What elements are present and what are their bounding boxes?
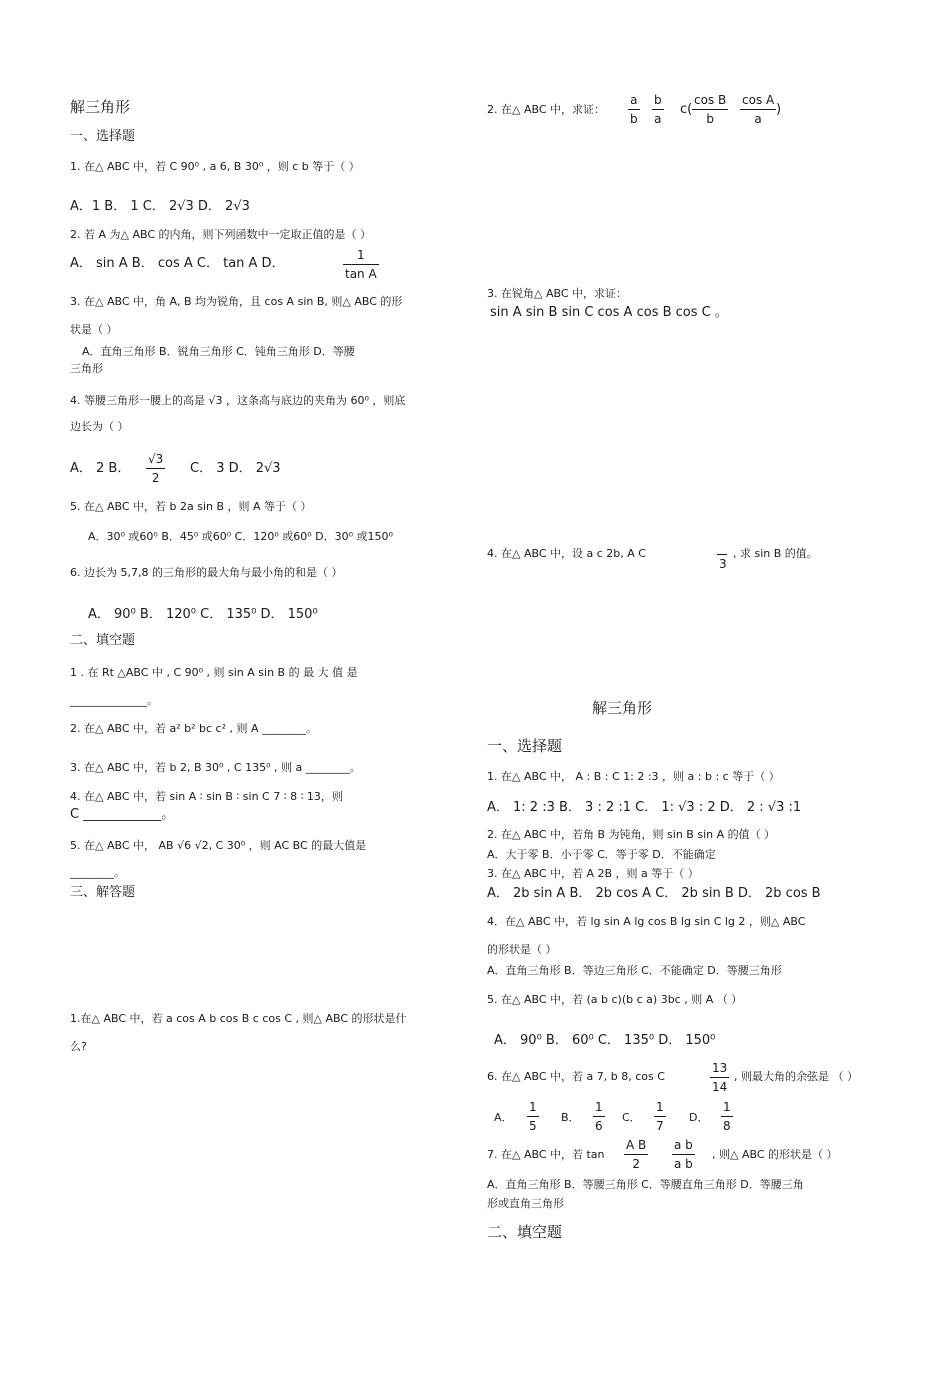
left-title: 解三角形 bbox=[70, 98, 131, 116]
fill-4-line-2: C ____________。 bbox=[70, 807, 175, 822]
question-2-option-d-fraction bbox=[343, 248, 379, 281]
question-2: 2. 若 A 为△ ABC 的内角，则下列函数中一定取正值的是（ ） bbox=[70, 228, 372, 241]
solve-1-line-1: 1.在△ ABC 中，若 a cos A b cos B c cos C , 则△ ABC 的形状是什 bbox=[70, 1012, 407, 1025]
section-heading-solve: 三、解答题 bbox=[70, 885, 136, 900]
right-question-7-text: 7. 在△ ABC 中，若 tan bbox=[487, 1148, 605, 1161]
fraction-bar bbox=[672, 1154, 695, 1155]
question-2-options: A． sin A B． cos A C． tan A D． bbox=[70, 256, 285, 271]
question-1: 1. 在△ ABC 中，若 C 90⁰ , a 6, B 30⁰ ，则 c b 等于（ ） bbox=[70, 160, 360, 173]
question-3-options-cont: 三角形 bbox=[70, 362, 103, 375]
fraction-bar bbox=[628, 109, 640, 110]
question-4-option-b-fraction bbox=[146, 452, 165, 485]
right-question-5-options: A． 90⁰ B． 60⁰ C． 135⁰ D． 150⁰ bbox=[494, 1033, 716, 1048]
fraction-numerator: 13 bbox=[712, 1061, 728, 1075]
right-question-6-option-b-label: B． bbox=[561, 1111, 580, 1124]
fraction-bar bbox=[652, 109, 664, 110]
section-heading-fill: 二、填空题 bbox=[70, 633, 136, 648]
proof-2-fraction-a-b bbox=[628, 93, 640, 126]
right-question-6-option-d-label: D． bbox=[689, 1111, 709, 1124]
fraction-numerator: 1 bbox=[656, 1100, 664, 1114]
right-question-4-line-1: 4．在△ ABC 中，若 lg sin A lg cos B lg sin C lg 2 ，则△ ABC bbox=[487, 915, 806, 928]
fraction-numerator: 1 bbox=[723, 1100, 731, 1114]
fraction-denominator: 7 bbox=[656, 1119, 664, 1133]
right-question-2: 2. 在△ ABC 中，若角 B 为钝角，则 sin B sin A 的值（ ） bbox=[487, 828, 776, 841]
proof-4-text-end: , 求 sin B 的值。 bbox=[733, 547, 818, 560]
fraction-numerator: b bbox=[654, 93, 662, 107]
fraction-numerator: cos B bbox=[694, 93, 727, 107]
fraction-bar bbox=[343, 264, 379, 265]
fraction-bar bbox=[624, 1154, 648, 1155]
question-6: 6. 边长为 5,7,8 的三角形的最大角与最小角的和是（ ） bbox=[70, 566, 343, 579]
fraction-denominator: b bbox=[630, 112, 638, 126]
right-question-6-option-c-fraction bbox=[654, 1100, 666, 1133]
right-question-1-options: A． 1: 2 :3 B． 3 : 2 :1 C． 1: √3 : 2 D． 2 : √3 :1 bbox=[487, 800, 802, 815]
fraction-bar bbox=[654, 1116, 666, 1117]
right-question-4-line-2: 的形状是（ ） bbox=[487, 943, 557, 956]
right-question-7-options: A．直角三角形 B．等腰三角形 C．等腰直角三角形 D．等腰三角 bbox=[487, 1178, 804, 1191]
fraction-denominator: 2 bbox=[632, 1157, 640, 1171]
fraction-numerator: √3 bbox=[148, 452, 164, 466]
proof-2-fraction-cosb-b bbox=[692, 93, 728, 126]
proof-3-line-1: 3. 在锐角△ ABC 中，求证： bbox=[487, 287, 628, 300]
question-1-options: A．1 B． 1 C． 2√3 D． 2√3 bbox=[70, 199, 250, 214]
fraction-numerator: a bbox=[630, 93, 638, 107]
right-question-7-options-cont: 形或直角三角形 bbox=[487, 1197, 564, 1210]
question-4-options-ab: A． 2 B． bbox=[70, 461, 131, 476]
section-heading-choice: 一、选择题 bbox=[70, 129, 136, 144]
fraction-denominator: 2 bbox=[151, 471, 160, 485]
right-question-6-text: 6. 在△ ABC 中，若 a 7, b 8, cos C bbox=[487, 1070, 665, 1083]
question-3-line-1: 3. 在△ ABC 中，角 A, B 均为锐角，且 cos A sin B, 则△ ABC 的形 bbox=[70, 295, 403, 308]
proof-3-line-2: sin A sin B sin C cos A cos B cos C 。 bbox=[490, 305, 728, 320]
fraction-denominator: 14 bbox=[712, 1080, 728, 1094]
fraction-denominator: b bbox=[706, 112, 714, 126]
fraction-bar bbox=[740, 109, 776, 110]
right-question-6-cos-fraction bbox=[710, 1061, 729, 1094]
fill-1-line-1: 1 . 在 Rt △ABC 中 , C 90⁰ , 则 sin A sin B 的 最 大 值 是 bbox=[70, 666, 358, 679]
fraction-bar bbox=[146, 468, 165, 469]
proof-2-close-paren: ) bbox=[776, 102, 782, 117]
fill-3: 3. 在△ ABC 中，若 b 2, B 30⁰ , C 135⁰ , 则 a ________。 bbox=[70, 761, 361, 774]
right-question-3-options: A． 2b sin A B． 2b cos A C． 2b sin B D． 2b cos B bbox=[487, 886, 821, 901]
fraction-numerator: 1 bbox=[595, 1100, 603, 1114]
fill-4-line-1: 4. 在△ ABC 中，若 sin A ∶ sin B ∶ sin C 7 ∶ 8 ∶ 13，则 bbox=[70, 790, 343, 803]
proof-2-c-paren: c( bbox=[680, 102, 693, 117]
fraction-denominator: a bbox=[754, 112, 762, 126]
fraction-bar bbox=[717, 554, 727, 555]
fill-5-line-2: ________。 bbox=[70, 866, 125, 879]
fraction-denominator: 8 bbox=[723, 1119, 731, 1133]
fraction-bar bbox=[692, 109, 728, 110]
right-section-heading-choice: 一、选择题 bbox=[487, 737, 563, 755]
proof-2-fraction-b-a bbox=[652, 93, 664, 126]
fraction-bar bbox=[593, 1116, 605, 1117]
fraction-bar bbox=[527, 1116, 539, 1117]
right-question-7-ratio-fraction bbox=[672, 1138, 695, 1171]
fraction-denominator: tan A bbox=[345, 267, 377, 281]
right-question-3: 3. 在△ ABC 中，若 A 2B ，则 a 等于（ ） bbox=[487, 867, 699, 880]
fraction-denominator: 6 bbox=[595, 1119, 603, 1133]
right-question-4-options: A．直角三角形 B．等边三角形 C．不能确定 D．等腰三角形 bbox=[487, 964, 782, 977]
right-question-6-option-a-label: A． bbox=[494, 1111, 513, 1124]
fill-2: 2. 在△ ABC 中，若 a² b² bc c² , 则 A ________。 bbox=[70, 722, 318, 735]
question-4-line-1: 4. 等腰三角形一腰上的高是 √3 ，这条高与底边的夹角为 60⁰ ，则底 bbox=[70, 394, 406, 407]
question-4-options-cd: C． 3 D． 2√3 bbox=[190, 461, 281, 476]
proof-2-fraction-cosa-a bbox=[740, 93, 776, 126]
right-question-6-option-a-fraction bbox=[527, 1100, 539, 1133]
question-4-line-2: 边长为（ ） bbox=[70, 420, 129, 433]
fraction-numerator: a b bbox=[674, 1138, 693, 1152]
right-question-6-option-d-fraction bbox=[721, 1100, 733, 1133]
right-question-2-options: A．大于零 B．小于零 C．等于零 D．不能确定 bbox=[487, 848, 716, 861]
right-question-1: 1. 在△ ABC 中， A : B : C 1: 2 :3 ，则 a : b : c 等于（ ） bbox=[487, 770, 780, 783]
question-3-options: A．直角三角形 B．锐角三角形 C．钝角三角形 D．等腰 bbox=[82, 345, 355, 358]
right-question-6-option-c-label: C． bbox=[622, 1111, 641, 1124]
fraction-numerator: 1 bbox=[529, 1100, 537, 1114]
fraction-denominator: 3 bbox=[719, 557, 727, 571]
fraction-bar bbox=[710, 1077, 729, 1078]
right-section-heading-fill: 二、填空题 bbox=[487, 1223, 563, 1241]
right-title: 解三角形 bbox=[592, 699, 653, 717]
right-question-6-option-b-fraction bbox=[593, 1100, 605, 1133]
right-question-7-text-end: , 则△ ABC 的形状是（ ） bbox=[712, 1148, 838, 1161]
question-6-options: A． 90⁰ B． 120⁰ C． 135⁰ D． 150⁰ bbox=[88, 607, 318, 622]
fraction-denominator: 5 bbox=[529, 1119, 537, 1133]
fraction-bar bbox=[721, 1116, 733, 1117]
fraction-numerator: cos A bbox=[742, 93, 775, 107]
fill-5-line-1: 5. 在△ ABC 中， AB √6 √2, C 30⁰ ，则 AC BC 的最大值是 bbox=[70, 839, 367, 852]
proof-2-text: 2. 在△ ABC 中，求证： bbox=[487, 103, 606, 116]
fraction-denominator: a b bbox=[674, 1157, 693, 1171]
fraction-numerator: A B bbox=[626, 1138, 647, 1152]
fill-1-line-2: ______________。 bbox=[70, 694, 158, 707]
right-question-6-text-end: , 则最大角的余弦是 （ ） bbox=[734, 1070, 858, 1083]
fraction-numerator: 1 bbox=[357, 248, 365, 262]
proof-4-fraction bbox=[717, 547, 729, 571]
right-question-7-tan-fraction bbox=[624, 1138, 648, 1171]
question-5-options: A．30⁰ 或60⁰ B．45⁰ 或60⁰ C．120⁰ 或60⁰ D．30⁰ 或150⁰ bbox=[88, 530, 393, 543]
question-5: 5. 在△ ABC 中，若 b 2a sin B ，则 A 等于（ ） bbox=[70, 500, 312, 513]
question-3-line-2: 状是（ ） bbox=[70, 323, 118, 336]
solve-1-line-2: 么? bbox=[70, 1040, 87, 1053]
right-question-5: 5. 在△ ABC 中，若 (a b c)(b c a) 3bc , 则 A （ ） bbox=[487, 993, 743, 1006]
proof-4-text: 4. 在△ ABC 中，设 a c 2b, A C bbox=[487, 547, 646, 560]
fraction-denominator: a bbox=[654, 112, 662, 126]
